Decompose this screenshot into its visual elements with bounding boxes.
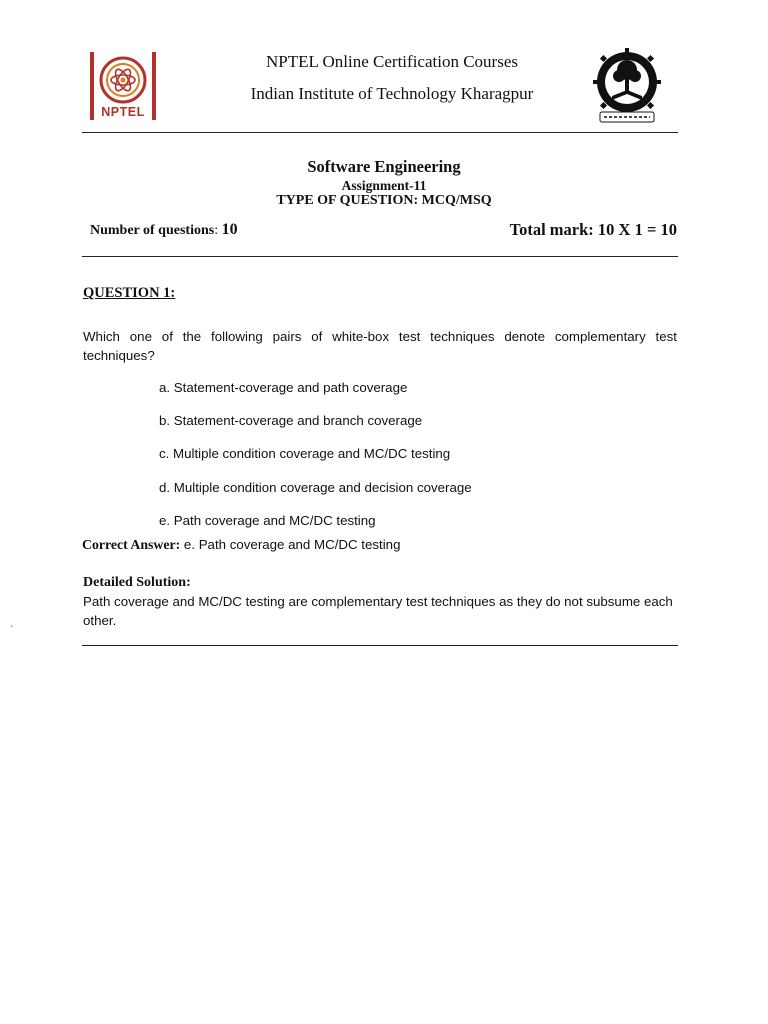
iit-kharagpur-emblem — [592, 46, 662, 124]
course-title: Software Engineering — [307, 157, 461, 176]
nptel-logo-text: NPTEL — [101, 105, 145, 119]
option-d: d. Multiple condition coverage and decision coverage — [159, 480, 472, 495]
number-of-questions — [90, 221, 238, 239]
assignment-number: Assignment-11 — [341, 178, 427, 193]
total-mark: Total mark: 10 X 1 = 10 — [509, 220, 677, 239]
correct-answer-label: Correct Answer: — [82, 537, 181, 552]
option-e: e. Path coverage and MC/DC testing — [159, 513, 376, 528]
title-divider — [82, 256, 678, 257]
iit-kharagpur-emblem-icon — [592, 46, 662, 124]
header-divider — [82, 132, 678, 133]
option-a: a. Statement-coverage and path coverage — [159, 380, 408, 395]
question-text: Which one of the following pairs of white-box test techniques denote complementary test techniques? — [83, 329, 677, 363]
header-line-1: NPTEL Online Certification Courses — [266, 52, 518, 71]
nptel-logo — [88, 50, 158, 122]
option-c: c. Multiple condition coverage and MC/DC testing — [159, 446, 451, 461]
question-divider — [82, 645, 678, 646]
num-questions-sep: : — [214, 223, 219, 238]
header-line-2: Indian Institute of Technology Kharagpur — [250, 84, 534, 103]
num-questions-label: Number of questions — [90, 223, 215, 238]
solution-heading: Detailed Solution: — [83, 575, 191, 590]
num-questions-value: 10 — [221, 221, 238, 238]
question-heading: QUESTION 1: — [83, 285, 176, 301]
correct-answer-value: e. Path coverage and MC/DC testing — [183, 537, 401, 552]
solution-text: Path coverage and MC/DC testing are complementary test techniques as they do not subsume each other. — [83, 594, 673, 628]
option-b: b. Statement-coverage and branch coverage — [159, 413, 423, 428]
correct-answer — [82, 537, 400, 553]
stray-mark: ` — [10, 625, 14, 636]
question-type: TYPE OF QUESTION: MCQ/MSQ — [276, 193, 492, 208]
